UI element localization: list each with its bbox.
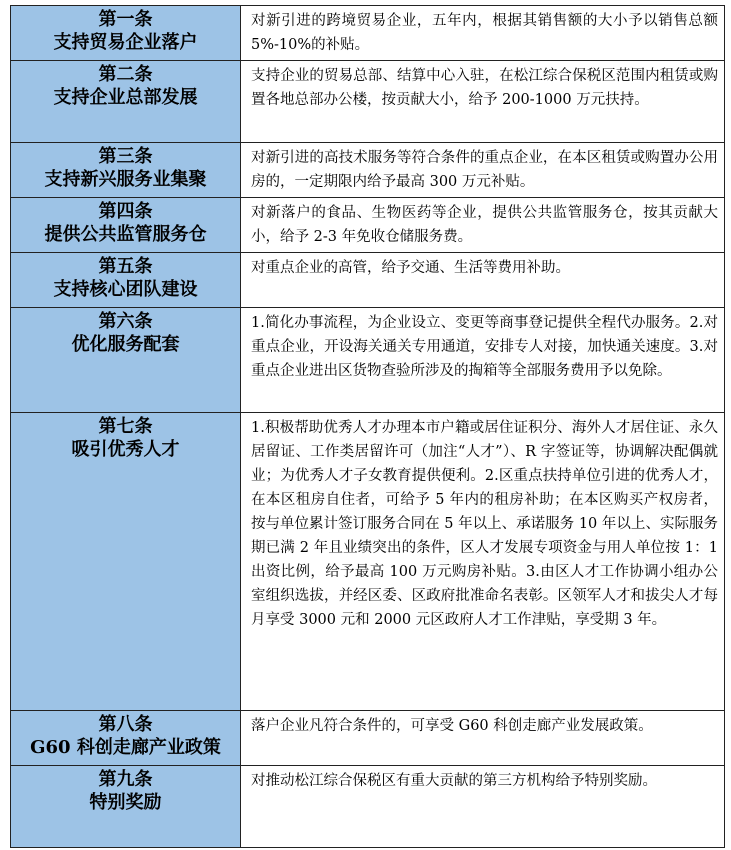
- article-row-7: [11, 413, 725, 711]
- article-number: 第八条: [98, 714, 153, 735]
- article-number: 第四条: [98, 201, 153, 222]
- article-content-2: 支持企业的贸易总部、结算中心入驻，在松江综合保税区范围内租赁或购置各地总部办公楼，按贡献大小，给予 200-1000 万元扶持。: [241, 61, 725, 143]
- article-title: 支持核心团队建设: [53, 279, 198, 300]
- article-row-8: [11, 711, 725, 766]
- article-content-7: 1.积极帮助优秀人才办理本市户籍或居住证积分、海外人才居住证、永久居留证、工作类居留许可（加注“人才”）、R 字签证等，协调解决配偶就业；为优秀人才子女教育提供便利。2.区重点扶持单位引进的优秀人才，在本区租房自住者，可给予 5 年内的租房补助；在本区购买产权房者，按与单位累计签订服务合同在 5 年以上、承诺服务 10 年以上、实际服务期已满 2 年且业绩突出的条件，区人才发展专项资金与用人单位按 1：1 出资比例，给予最高 100 万元购房补贴。3.由区人才工作协调小组办公室组织选拔，并经区委、区政府批准命名表彰。区领军人才和拔尖人才每月享受 3000 元和 2000 元区政府人才工作津贴，享受期 3 年。: [241, 413, 725, 711]
- article-content-1: 对新引进的跨境贸易企业，五年内，根据其销售额的大小予以销售总额 5%-10%的补贴。: [241, 6, 725, 61]
- article-number: 第二条: [98, 64, 153, 85]
- policy-table: [10, 5, 725, 848]
- article-title: 吸引优秀人才: [71, 439, 180, 460]
- article-row-3: [11, 143, 725, 198]
- article-heading-9: [11, 766, 241, 848]
- article-content-9: 对推动松江综合保税区有重大贡献的第三方机构给予特别奖励。: [241, 766, 725, 848]
- article-row-2: [11, 61, 725, 143]
- article-title: 优化服务配套: [71, 334, 180, 355]
- article-title: 提供公共监管服务仓: [44, 224, 207, 245]
- article-title: G60 科创走廊产业政策: [30, 737, 221, 758]
- article-row-9: [11, 766, 725, 848]
- article-row-4: [11, 198, 725, 253]
- article-number: 第九条: [98, 769, 153, 790]
- article-heading-4: [11, 198, 241, 253]
- article-heading-1: [11, 6, 241, 61]
- article-number: 第三条: [98, 146, 153, 167]
- article-number: 第五条: [98, 256, 153, 277]
- article-heading-3: [11, 143, 241, 198]
- article-title: 特别奖励: [89, 792, 162, 813]
- article-content-8: 落户企业凡符合条件的，可享受 G60 科创走廊产业发展政策。: [241, 711, 725, 766]
- article-content-3: 对新引进的高技术服务等符合条件的重点企业，在本区租赁或购置办公用房的，一定期限内给予最高 300 万元补贴。: [241, 143, 725, 198]
- article-row-6: [11, 308, 725, 413]
- article-heading-6: [11, 308, 241, 413]
- article-title: 支持新兴服务业集聚: [44, 169, 207, 190]
- article-row-5: [11, 253, 725, 308]
- article-heading-7: [11, 413, 241, 711]
- article-number: 第一条: [98, 9, 153, 30]
- article-title: 支持贸易企业落户: [53, 32, 198, 53]
- article-number: 第七条: [98, 416, 153, 437]
- article-title: 支持企业总部发展: [53, 87, 198, 108]
- article-heading-5: [11, 253, 241, 308]
- article-content-6: 1.简化办事流程，为企业设立、变更等商事登记提供全程代办服务。2.对重点企业，开设海关通关专用通道，安排专人对接，加快通关速度。3.对重点企业进出区货物查验所涉及的掏箱等全部服务费用予以免除。: [241, 308, 725, 413]
- article-content-5: 对重点企业的高管，给予交通、生活等费用补助。: [241, 253, 725, 308]
- article-heading-2: [11, 61, 241, 143]
- article-content-4: 对新落户的食品、生物医药等企业，提供公共监管服务仓，按其贡献大小，给予 2-3 年免收仓储服务费。: [241, 198, 725, 253]
- article-row-1: [11, 6, 725, 61]
- article-heading-8: [11, 711, 241, 766]
- article-number: 第六条: [98, 311, 153, 332]
